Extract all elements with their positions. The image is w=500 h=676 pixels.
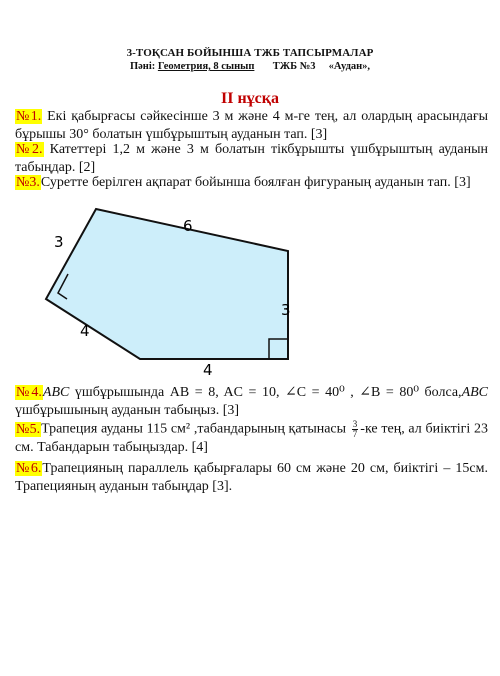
fraction-numerator: 3 [352, 419, 358, 429]
fraction-denominator: 7 [352, 429, 358, 439]
ratio-fraction [352, 420, 359, 439]
label-side-left: 3 [54, 233, 64, 251]
task-1 [15, 108, 488, 144]
triangle-name-2: ABC [461, 385, 489, 400]
task-number: №5. [16, 421, 41, 437]
task-text-question: үшбұрышының ауданын табыңыз. [3] [15, 403, 240, 418]
label-side-diagonal: 4 [80, 322, 90, 340]
assessment-name: ТЖБ №3 [272, 61, 316, 72]
task-number: №4. [16, 385, 42, 400]
subject-label: Пәні: [129, 61, 156, 72]
task-2 [15, 141, 488, 177]
task-number: №3. [16, 175, 40, 190]
task-text-b: -ке тең, ал биіктігі 23 см. Табандарын табыңыздар. [4] [15, 421, 488, 455]
worksheet-title: 3-ТОҚСАН БОЙЫНША ТЖБ ТАПСЫРМАЛАР [126, 47, 374, 59]
variant-heading: ІІ нұсқа [221, 90, 279, 107]
task-number: №2. [16, 142, 43, 157]
polygon-figure [38, 207, 298, 379]
topic-name: «Аудан», [328, 61, 371, 72]
task-text-a: Трапеция ауданы 115 см² ,табандарының қатынасы [41, 421, 350, 437]
label-side-bottom: 4 [203, 361, 213, 379]
task-3 [15, 174, 488, 192]
label-side-top: 6 [183, 217, 193, 235]
label-side-right: 3 [281, 301, 291, 319]
task-6 [15, 460, 488, 496]
task-4 [15, 384, 488, 420]
task-text-given: үшбұрышында AB = 8, AC = 10, ∠C = 40⁰ , ∠B = 80⁰ болса, [69, 385, 462, 400]
worksheet-subheader [0, 61, 500, 72]
task-number: №1. [16, 109, 42, 124]
task-text: Трапецияның параллель қабырғалары 60 см және 20 см, биіктігі – 15см. Трапецияның ауданын табыңдар [3]. [15, 461, 488, 494]
task-text: Суретте берілген ақпарат бойынша боялған фигураның ауданын тап. [3] [40, 175, 471, 190]
task-text: Катеттері 1,2 м және 3 м болатын тікбұрышты үшбұрыштың ауданын табыңдар. [2] [15, 142, 489, 175]
task-5 [15, 420, 488, 457]
task-number: №6. [16, 461, 42, 476]
task-text: Екі қабырғасы сәйкесінше 3 м және 4 м-ге тең, ал олардың арасындағы бұрышы 30° болатын үшбұрыштың ауданын тап. [3] [15, 109, 488, 142]
triangle-name: ABC [42, 385, 70, 400]
subject-name: Геометрия, 8 сынып [157, 61, 255, 72]
